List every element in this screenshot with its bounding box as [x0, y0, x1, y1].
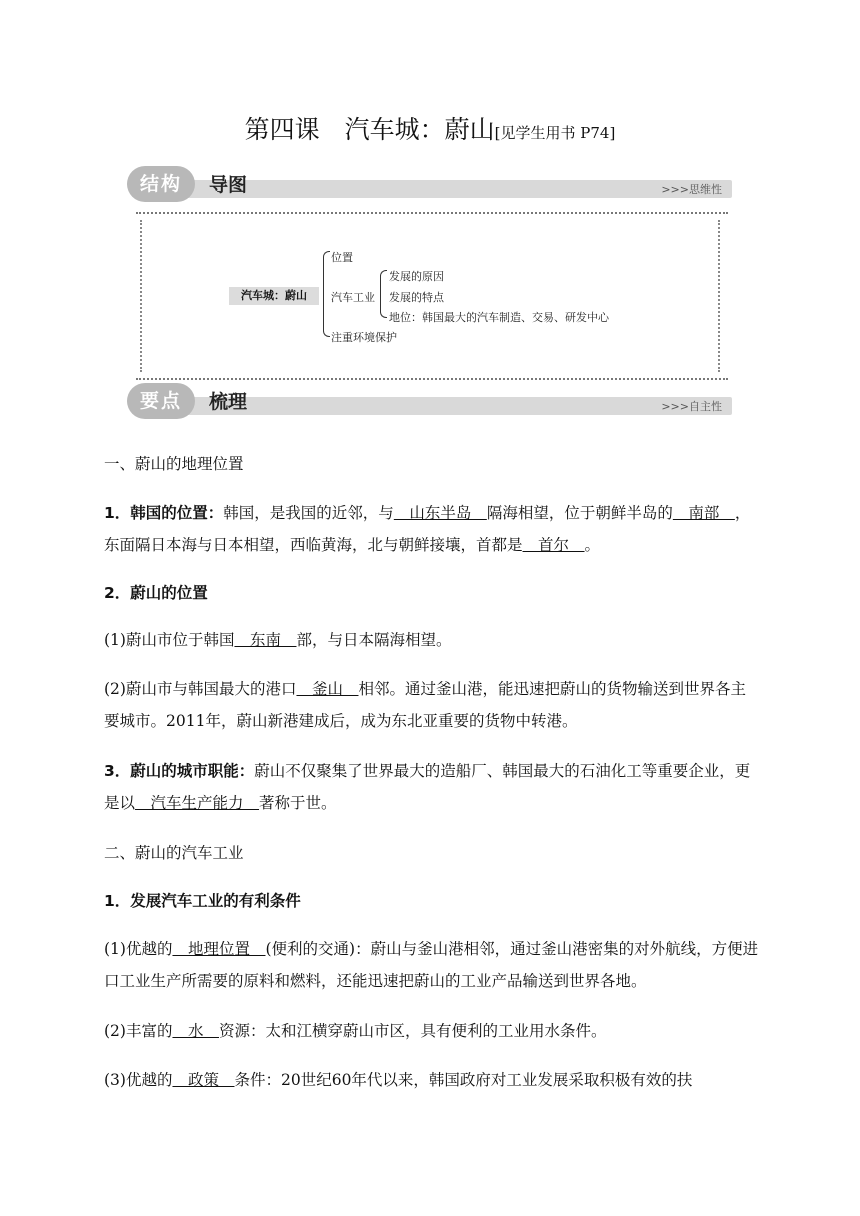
- section-heading: 二、蔚山的汽车工业: [104, 844, 244, 862]
- mindmap-feature: 发展的特点: [389, 291, 444, 304]
- answer-blank: 地理位置: [172, 940, 266, 958]
- mindmap-status: 地位：韩国最大的汽车制造、交易、研发中心: [389, 311, 609, 324]
- textbook-reference: [见学生用书 P74]: [494, 124, 616, 142]
- section-heading: 一、蔚山的地理位置: [104, 455, 244, 473]
- mindmap-reason: 发展的原因: [389, 270, 444, 283]
- paragraph-korea-location: 1．韩国的位置：韩国，是我国的近邻，与 山东半岛 隔海相望，位于朝鲜半岛的 南部 ，东面隔日本海与日本相望，西临黄海，北与朝鲜接壤，首都是 首尔 。: [104, 504, 751, 554]
- paragraph-ulsan-position: (1)蔚山市位于韩国 东南 部，与日本隔海相望。: [104, 631, 452, 649]
- banner-tag: >>>思维性: [661, 183, 722, 196]
- answer-blank: 政策: [172, 1071, 235, 1089]
- answer-blank: 山东半岛: [393, 504, 487, 522]
- answer-blank: 东南: [234, 631, 297, 649]
- paragraph-label: 3．蔚山的城市职能：: [104, 762, 255, 780]
- banner-pill: 结构: [127, 166, 195, 202]
- answer-blank: 釜山: [296, 680, 359, 698]
- lesson-title: 第四课 汽车城：蔚山: [244, 115, 495, 144]
- paragraph-policy: (3)优越的 政策 条件：20世纪60年代以来，韩国政府对工业发展采取积极有效的扶: [104, 1071, 693, 1089]
- mindmap-environment: 注重环境保护: [331, 331, 397, 344]
- bracket-main: [323, 251, 330, 337]
- mindmap-location: 位置: [331, 251, 353, 264]
- answer-blank: 首尔: [522, 536, 585, 554]
- paragraph-geography: (1)优越的 地理位置 (便利的交通)：蔚山与釜山港相邻，通过釜山港密集的对外航线，方便进口工业生产所需要的原料和燃料，还能迅速把蔚山的工业产品输送到世界各地。: [104, 940, 759, 990]
- answer-blank: 水: [172, 1022, 219, 1040]
- mindmap-root: 汽车城：蔚山: [229, 287, 319, 305]
- banner-word: 导图: [209, 174, 248, 196]
- paragraph-city-function: 3．蔚山的城市职能：蔚山不仅聚集了世界最大的造船厂、韩国最大的石油化工等重要企业，更是以 汽车生产能力 著称于世。: [104, 762, 751, 812]
- paragraph-ulsan-port: (2)蔚山市与韩国最大的港口 釜山 相邻。通过釜山港，能迅速把蔚山的货物输送到世界各主要城市。2011年，蔚山新港建成后，成为东北亚重要的货物中转港。: [104, 680, 746, 730]
- keypoints-banner: [127, 383, 732, 425]
- banner-tag: >>>自主性: [661, 400, 722, 413]
- page-title: [0, 110, 860, 146]
- paragraph-label: 1．韩国的位置：: [104, 504, 224, 522]
- banner-word: 梳理: [209, 391, 248, 413]
- subheading-favorable-conditions: 1．发展汽车工业的有利条件: [104, 892, 301, 910]
- mindmap-industry: 汽车工业: [331, 291, 375, 304]
- bracket-industry: [380, 270, 387, 318]
- answer-blank: 南部: [672, 504, 735, 522]
- answer-blank: 汽车生产能力: [135, 794, 260, 812]
- paragraph-water: (2)丰富的 水 资源：太和江横穿蔚山市区，具有便利的工业用水条件。: [104, 1022, 607, 1040]
- banner-pill: 要点: [127, 383, 195, 419]
- subheading-ulsan-location: 2．蔚山的位置: [104, 584, 208, 602]
- structure-banner: [127, 166, 732, 208]
